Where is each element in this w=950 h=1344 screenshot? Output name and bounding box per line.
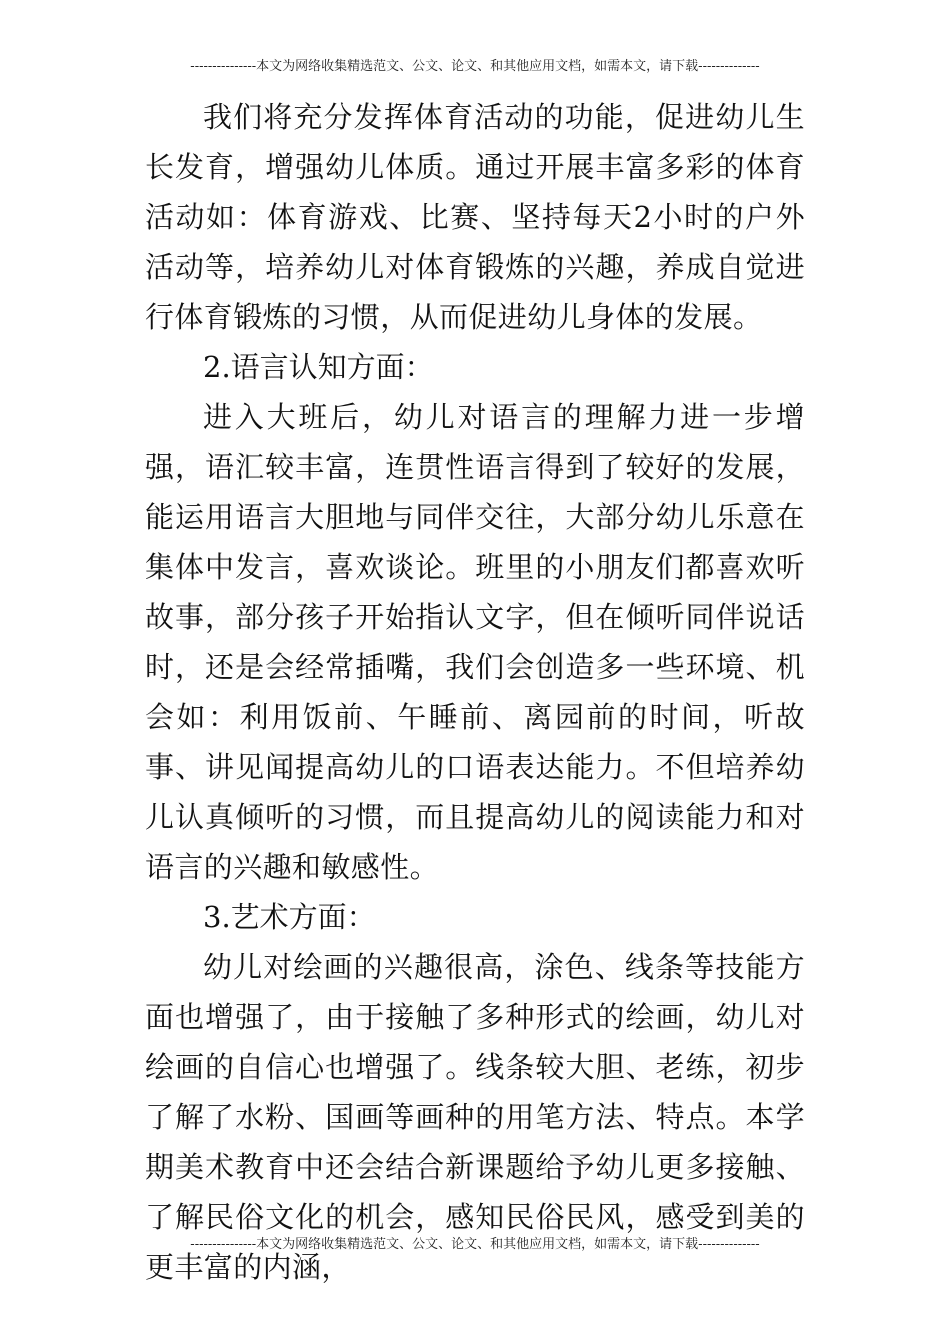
page-footer-note: ---------------本文为网络收集精选范文、公文、论文、和其他应用文档，如需本文，请下载--------------	[190, 1237, 760, 1252]
section-heading-language: 2.语言认知方面：	[203, 350, 434, 384]
paragraph-art: 幼儿对绘画的兴趣很高，涂色、线条等技能方面也增强了，由于接触了多种形式的绘画，幼儿对绘画的自信心也增强了。线条较大胆、老练，初步了解了水粉、国画等画种的用笔方法、特点。本学期美术教育中还会结合新课题给予幼儿更多接触、了解民俗文化的机会，感知民俗民风，感受到美的更丰富的内涵，	[145, 950, 805, 1284]
paragraph-physical-development: 我们将充分发挥体育活动的功能，促进幼儿生长发育，增强幼儿体质。通过开展丰富多彩的体育活动如：体育游戏、比赛、坚持每天2小时的户外活动等，培养幼儿对体育锻炼的兴趣，养成自觉进行体育锻炼的习惯，从而促进幼儿身体的发展。	[145, 100, 805, 334]
paragraph-language-cognition: 进入大班后，幼儿对语言的理解力进一步增强，语汇较丰富，连贯性语言得到了较好的发展，能运用语言大胆地与同伴交往，大部分幼儿乐意在集体中发言，喜欢谈论。班里的小朋友们都喜欢听故事，部分孩子开始指认文字，但在倾听同伴说话时，还是会经常插嘴，我们会创造多一些环境、机会如：利用饭前、午睡前、离园前的时间，听故事、讲见闻提高幼儿的口语表达能力。不但培养幼儿认真倾听的习惯，而且提高幼儿的阅读能力和对语言的兴趣和敏感性。	[145, 400, 805, 884]
page-header-note: ---------------本文为网络收集精选范文、公文、论文、和其他应用文档，如需本文，请下载--------------	[190, 59, 760, 74]
document-body	[145, 92, 805, 1292]
section-heading-art: 3.艺术方面：	[203, 900, 376, 934]
